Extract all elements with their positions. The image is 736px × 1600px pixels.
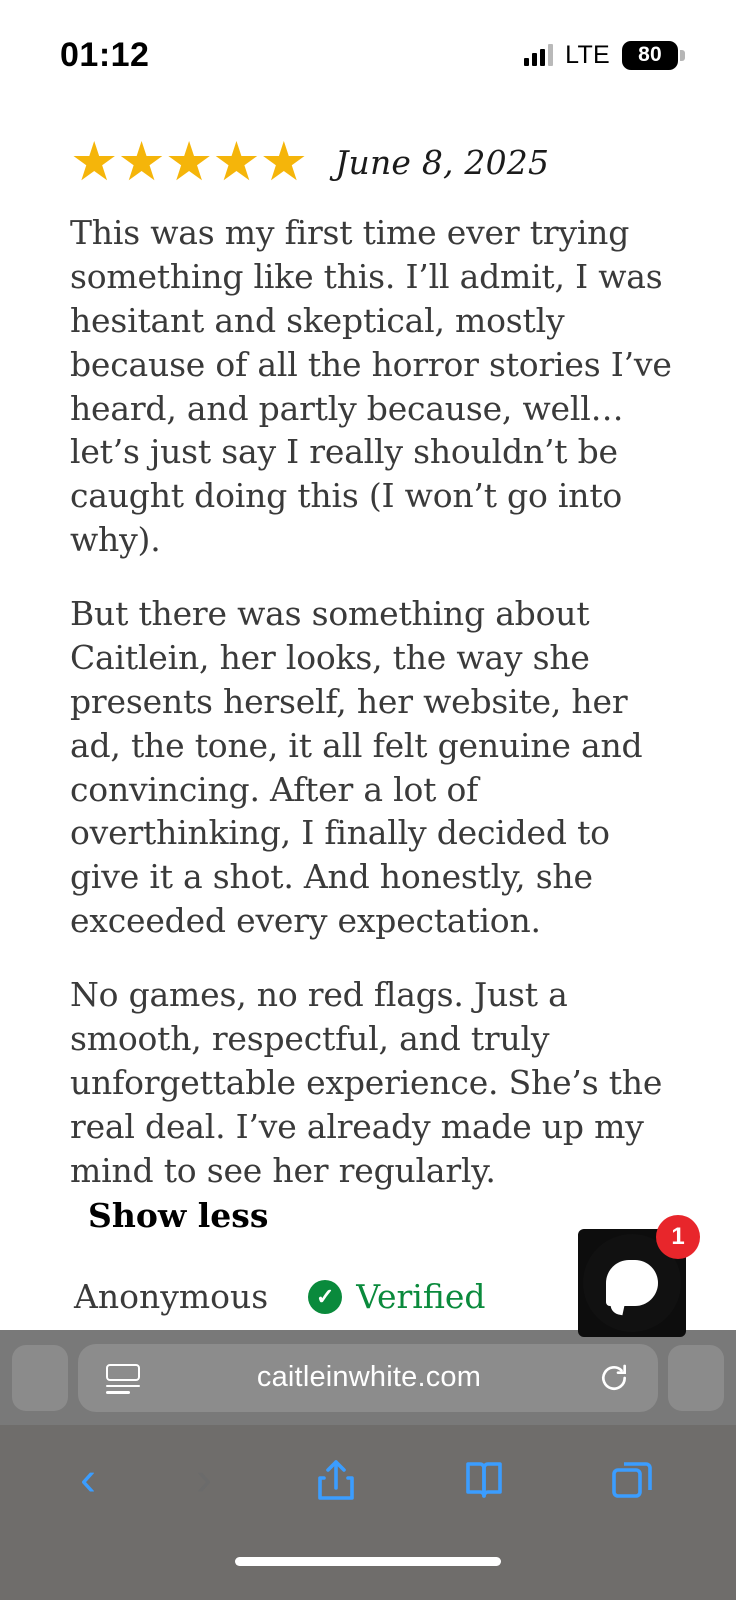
- chevron-left-icon[interactable]: ‹: [80, 1453, 96, 1506]
- verified-badge: [308, 1277, 485, 1316]
- url-text: caitleinwhite.com: [256, 1361, 482, 1393]
- network-type-label: LTE: [565, 40, 610, 69]
- star-rating: ★★★★★: [70, 132, 308, 192]
- cellular-signal-icon: [524, 44, 553, 66]
- battery-icon: [622, 41, 678, 70]
- battery-cap: [680, 50, 685, 61]
- review-paragraph: This was my first time ever trying something like this. I’ll admit, I was hesitant and skeptical, mostly because of all the horror stories I’ve heard, and partly because, well… let’s just say I really shouldn’t be caught doing this (I won’t go into why).: [70, 213, 672, 560]
- review-body: [70, 211, 678, 1192]
- browser-address-bar: [0, 1330, 736, 1425]
- book-icon[interactable]: [460, 1456, 508, 1504]
- review-header: [70, 132, 678, 192]
- status-indicators: [524, 31, 678, 70]
- battery-level-label: 80: [638, 43, 662, 66]
- next-tab-edge[interactable]: [668, 1345, 724, 1411]
- share-icon[interactable]: [312, 1456, 360, 1504]
- status-bar: [0, 0, 736, 100]
- chevron-right-icon[interactable]: ›: [195, 1453, 212, 1506]
- tabs-icon[interactable]: [608, 1456, 656, 1504]
- chat-widget-button[interactable]: [578, 1223, 686, 1337]
- reader-view-icon[interactable]: [106, 1364, 140, 1392]
- review-paragraph: But there was something about Caitlein, her looks, the way she presents herself, her website, her ad, the tone, it all felt genuine and convincing. After a lot of overthinking, I finally decided to give it a shot. And honestly, she exceeded every expectation.: [70, 594, 643, 941]
- status-time: 01:12: [60, 35, 150, 74]
- review-date: June 8, 2025: [335, 142, 550, 182]
- chat-unread-badge: 1: [656, 1215, 700, 1259]
- review-card: [0, 100, 736, 1330]
- chat-bubble-icon: [606, 1260, 658, 1306]
- home-indicator[interactable]: [235, 1557, 501, 1566]
- show-less-button[interactable]: Show less: [88, 1196, 269, 1236]
- home-indicator-area: [0, 1535, 736, 1600]
- check-circle-icon: ✓: [308, 1280, 342, 1314]
- previous-tab-edge[interactable]: [12, 1345, 68, 1411]
- review-paragraph: No games, no red flags. Just a smooth, respectful, and truly unforgettable experience. She’s the real deal. I’ve already made up my mind to see her regularly.: [70, 975, 663, 1190]
- url-field[interactable]: [78, 1344, 658, 1412]
- verified-label: Verified: [356, 1277, 486, 1317]
- browser-toolbar: [0, 1425, 736, 1535]
- reload-icon[interactable]: [598, 1362, 630, 1394]
- review-author: Anonymous: [74, 1277, 269, 1317]
